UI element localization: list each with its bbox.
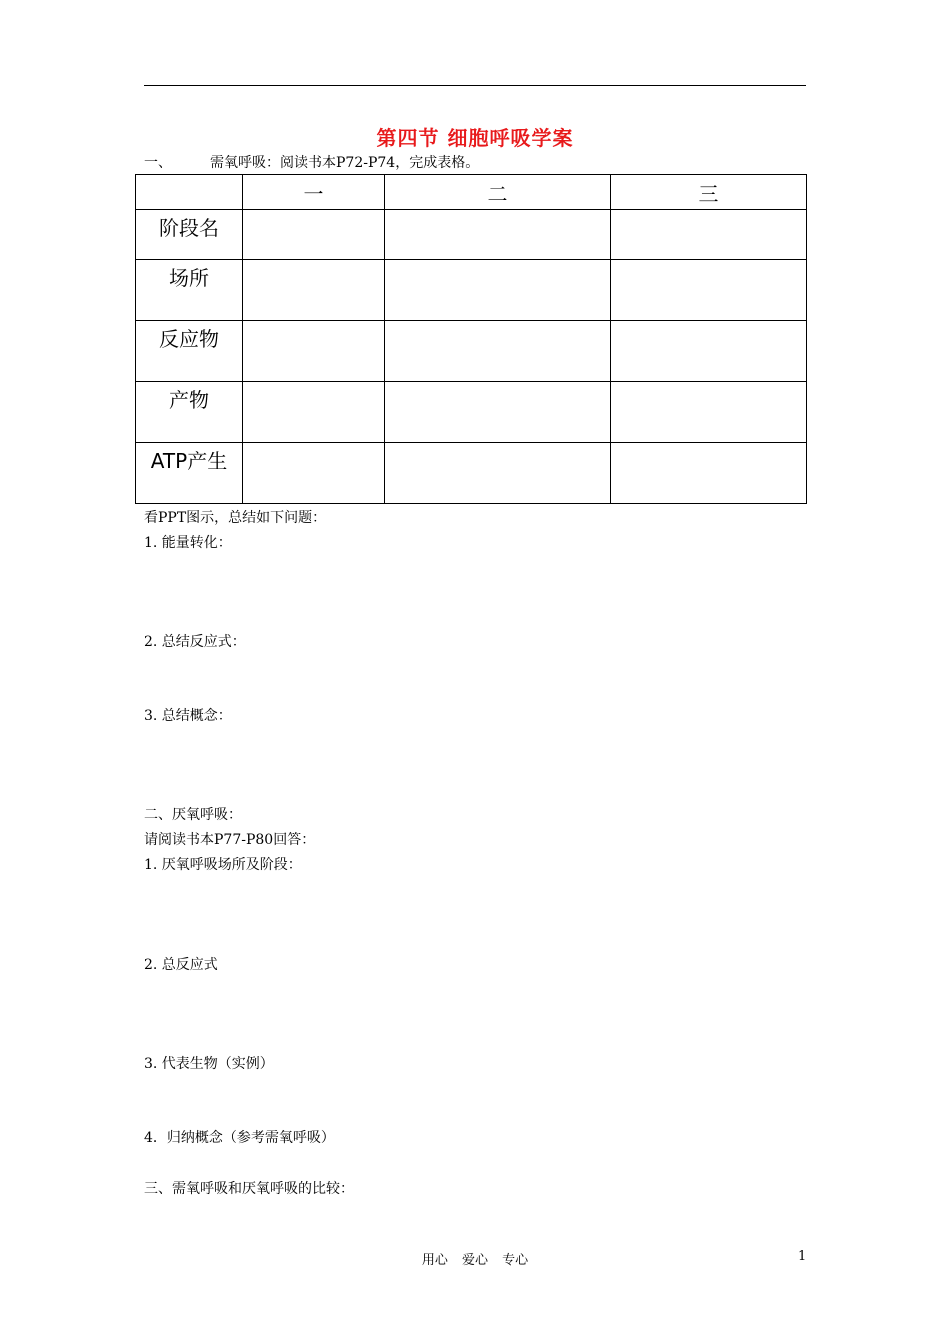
table-row [136, 382, 807, 443]
table-row [136, 321, 807, 382]
question-item: 1. 能量转化： [144, 535, 232, 551]
page-title: 第四节 细胞呼吸学案 [376, 126, 574, 150]
section1-number: 一、 [144, 155, 172, 171]
table-cell[interactable] [611, 321, 807, 382]
row-label: 阶段名 [136, 210, 243, 260]
aerobic-stage-table [135, 174, 807, 504]
table-cell[interactable] [243, 260, 385, 321]
table-row [136, 443, 807, 504]
section1-prompt: 看PPT图示，总结如下问题： [144, 510, 327, 526]
table-row [136, 210, 807, 260]
section1-text: 需氧呼吸：阅读书本P72-P74，完成表格。 [210, 155, 480, 171]
question-item: 3. 总结概念： [144, 708, 232, 724]
section2-heading: 二、厌氧呼吸： [144, 807, 242, 823]
table-cell[interactable] [243, 321, 385, 382]
table-cell[interactable] [385, 260, 611, 321]
table-cell[interactable] [385, 443, 611, 504]
table-cell[interactable] [385, 321, 611, 382]
header-rule [144, 85, 806, 86]
table-cell[interactable] [385, 210, 611, 260]
question-item: 1. 厌氧呼吸场所及阶段： [144, 857, 302, 873]
question-item: 4．归纳概念（参考需氧呼吸） [144, 1130, 335, 1146]
footer-text: 用心 爱心 专心 [421, 1253, 529, 1268]
section2-prompt: 请阅读书本P77-P80回答： [144, 832, 316, 848]
section1-heading [144, 154, 479, 172]
table-header-row [136, 175, 807, 210]
row-label: 场所 [136, 260, 243, 321]
table-header-cell: 三 [611, 175, 807, 210]
row-label: 产物 [136, 382, 243, 443]
table-cell[interactable] [243, 210, 385, 260]
question-item: 2. 总反应式 [144, 957, 218, 973]
page-number: 1 [798, 1249, 807, 1264]
table-header-cell: 二 [385, 175, 611, 210]
table-cell[interactable] [611, 260, 807, 321]
row-label: 反应物 [136, 321, 243, 382]
table-cell[interactable] [611, 382, 807, 443]
question-item: 2. 总结反应式： [144, 634, 246, 650]
table-cell[interactable] [243, 443, 385, 504]
row-label: ATP产生 [136, 443, 243, 504]
table-row [136, 260, 807, 321]
section3-heading: 三、需氧呼吸和厌氧呼吸的比较： [144, 1181, 354, 1197]
table-header-cell: 一 [243, 175, 385, 210]
question-item: 3. 代表生物（实例） [144, 1056, 274, 1072]
table-cell[interactable] [611, 443, 807, 504]
table-cell[interactable] [385, 382, 611, 443]
table-cell[interactable] [611, 210, 807, 260]
table-cell[interactable] [243, 382, 385, 443]
table-header-cell [136, 175, 243, 210]
